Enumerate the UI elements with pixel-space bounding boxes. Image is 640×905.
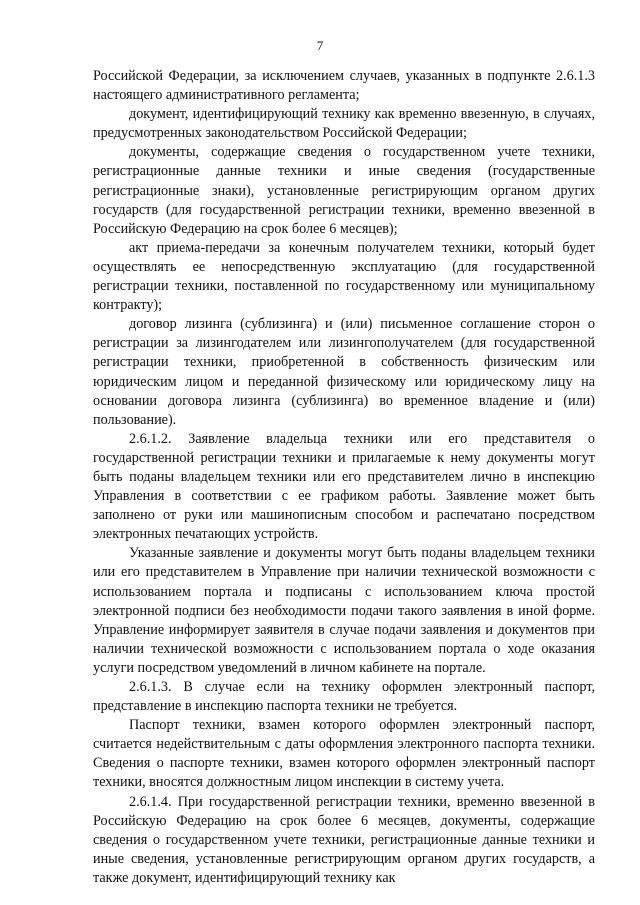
page-number: 7 xyxy=(316,38,324,53)
paragraph-foreign-registration-documents: документы, содержащие сведения о государственном учете техники, регистрационные данные техники и иные сведения (государственные регистрационные знаки), установленные регистрирующим органом других государств (для государственной регистрации техники, временно ввезенной в Российскую Федерацию на срок более 6 месяцев); xyxy=(93,144,595,237)
paragraph-portal-submission: Указанные заявление и документы могут быть поданы владельцем техники или его представителем в Управление при наличии технической возможности с использованием портала и подписаны с использованием ключа простой электронной подписи без необходимости подачи такого заявления в иной форме. Управление информирует заявителя в случае подачи заявления и документов при наличии технической возможности с использованием портала о ходе оказания услуги посредством уведомлений в личном кабинете на портале. xyxy=(93,545,595,676)
paragraph-temporary-import-document: документ, идентифицирующий технику как временно ввезенную, в случаях, предусмотренных законодательством Российской Федерации; xyxy=(93,106,595,142)
paragraph-2-6-1-3: 2.6.1.3. В случае если на технику оформлен электронный паспорт, представление в инспекцию паспорта техники не требуется. xyxy=(93,679,595,715)
document-body xyxy=(93,67,595,888)
paragraph-2-6-1-4: 2.6.1.4. При государственной регистрации техники, временно ввезенной в Российскую Федерацию на срок более 6 месяцев, документы, содержащие сведения о государственном учете техники, регистрационные данные техники и иные сведения, установленные регистрирующим органом других государств, а также документ, идентифицирующий технику как xyxy=(93,793,595,886)
paragraph-leasing-agreement: договор лизинга (сублизинга) и (или) письменное соглашение сторон о регистрации за лизингодателем или лизингополучателем (для государственной регистрации техники, приобретенной в собственность физическим или юридическим лицом и переданной физическому или юридическому лицу на основании договора лизинга (сублизинга) во временное владение и (или) пользование). xyxy=(93,316,595,428)
paragraph-transfer-act: акт приема-передачи за конечным получателем техники, который будет осуществлять ее непосредственную эксплуатацию (для государственной регистрации техники, поставленной по государственному или муниципальному контракту); xyxy=(93,239,595,314)
paragraph-passport-invalid: Паспорт техники, взамен которого оформлен электронный паспорт, считается недействительным с даты оформления электронного паспорта техники. Сведения о паспорте техники, взамен которого оформлен электронный паспорт техники, вносятся должностным лицом инспекции в систему учета. xyxy=(93,717,595,791)
paragraph-2-6-1-2: 2.6.1.2. Заявление владельца техники или его представителя о государственной регистрации техники и прилагаемые к нему документы могут быть поданы владельцем техники или его представителем лично в инспекцию Управления в соответствии с ее графиком работы. Заявление может быть заполнено от руки или машинописным способом и распечатано посредством электронных печатающих устройств. xyxy=(93,430,595,543)
paragraph-continuation: Российской Федерации, за исключением случаев, указанных в подпункте 2.6.1.3 настоящего административного регламента; xyxy=(93,68,595,104)
